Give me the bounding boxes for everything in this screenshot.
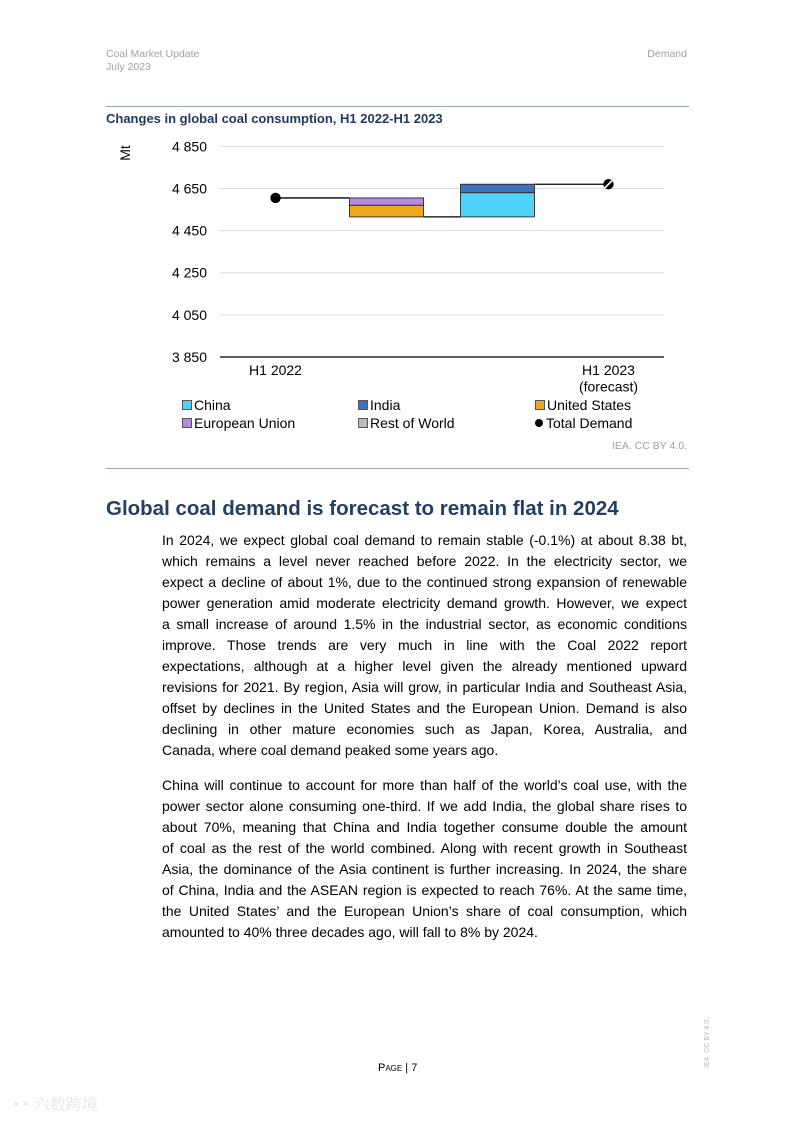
bar-segment-united-states: [350, 205, 424, 217]
paragraph-line: declining in other mature economies such as Japan, Korea, Australia, and: [162, 721, 687, 738]
legend-item-european-union: [182, 414, 295, 432]
paragraph-line: China will continue to account for more than half of the world’s coal use, with the: [162, 776, 687, 793]
page-separator: |: [402, 1062, 412, 1074]
legend-item-rest-of-world: [358, 414, 455, 432]
bar-segment-india: [461, 184, 535, 192]
legend-marker-total-demand: [535, 419, 543, 427]
y-axis-label: Mt: [117, 145, 133, 161]
paragraph-line: of coal as the rest of the world combined. Along with recent growth in Southeast: [162, 839, 687, 856]
page-number-value: 7: [411, 1062, 418, 1074]
body-paragraph: [162, 775, 687, 944]
figure-title: Changes in global coal consumption, H1 2022-H1 2023: [106, 111, 443, 126]
legend-label: European Union: [194, 415, 296, 431]
x-tick-label: (forecast): [578, 378, 639, 395]
y-tick-label: 4 450: [171, 222, 207, 239]
y-tick-label: 4 250: [171, 264, 207, 281]
legend-swatch-india: [358, 400, 368, 410]
paragraph-line: Canada, where coal demand peaked some years ago.: [162, 742, 499, 759]
chart-grid-layer: [117, 138, 664, 394]
y-tick-label: 4 650: [171, 180, 207, 197]
side-license-text: IEA. CC BY 4.0.: [704, 1017, 711, 1068]
legend-label: Total Demand: [546, 415, 633, 431]
section-name: Demand: [647, 48, 687, 60]
figure-source: IEA. CC BY 4.0.: [611, 440, 687, 452]
paragraph-line: amounted to 40% three decades ago, will fall to 8% by 2024.: [162, 924, 538, 941]
paragraph-line: Asia, the dominance of the Asia continent is further increasing. In 2024, the share: [162, 860, 687, 877]
page-label: Page: [378, 1062, 403, 1074]
paragraph-line: expectations, although at a higher level given the already mentioned upward: [162, 658, 687, 675]
y-tick-label: 4 850: [171, 138, 207, 155]
legend-item-total-demand: [535, 414, 632, 432]
bar-segment-china: [461, 193, 535, 217]
legend-item-china: [182, 396, 231, 414]
bar-segment-european-union: [350, 198, 424, 205]
legend-label: India: [370, 397, 401, 413]
paragraph-line: which remains a level never reached before 2022. In the electricity sector, we: [162, 552, 687, 569]
total-demand-marker: [270, 193, 280, 203]
paragraph-line: power sector alone consuming one-third. If we add India, the global share rises to: [162, 797, 687, 814]
legend-swatch-china: [182, 400, 192, 410]
paragraph-line: In 2024, we expect global coal demand to remain stable (-0.1%) at about 8.38 bt,: [162, 531, 687, 548]
legend-swatch-rest-of-world: [358, 418, 368, 428]
legend-swatch-united-states: [535, 400, 545, 410]
x-tick-label: H1 2023: [582, 362, 635, 378]
legend-label: United States: [547, 397, 632, 413]
paragraph-line: about 70%, meaning that China and India together consume double the amount: [162, 818, 687, 835]
watermark-logo-icon: ◔◔: [10, 1097, 34, 1114]
figure-bottom-divider: [106, 468, 689, 469]
waterfall-chart: [0, 0, 793, 400]
legend-item-india: [358, 396, 400, 414]
page-number: [378, 1061, 417, 1075]
paragraph-line: of China, India and the ASEAN region is expected to reach 76%. At the same time,: [162, 881, 687, 898]
y-tick-label: 4 050: [171, 306, 207, 323]
legend-swatch-european-union: [182, 418, 192, 428]
paragraph-line: power generation amid moderate electricity demand growth. However, we expect: [162, 594, 687, 611]
legend-label: China: [194, 397, 231, 413]
legend-item-united-states: [535, 396, 631, 414]
chart-marker-layer: [270, 179, 613, 203]
x-tick-label: H1 2022: [249, 362, 302, 378]
paragraph-line: the United States’ and the European Union’s share of coal consumption, which: [162, 903, 687, 920]
y-tick-label: 3 850: [171, 349, 207, 365]
paragraph-line: a small increase of around 1.5% in the industrial sector, as economic conditions: [162, 615, 687, 632]
chart-connector-layer: [276, 184, 609, 217]
legend-label: Rest of World: [370, 415, 455, 431]
report-date: July 2023: [106, 61, 151, 73]
section-heading: Global coal demand is forecast to remain flat in 2024: [106, 497, 619, 520]
chart-bar-layer: [350, 184, 535, 217]
watermark: [10, 1096, 98, 1116]
paragraph-line: expect a decline of about 1%, due to the continued strong expansion of renewable: [162, 573, 687, 590]
paragraph-line: revisions for 2021. By region, Asia will grow, in particular India and Southeast Asia,: [162, 679, 687, 696]
watermark-text: 六数跨境: [33, 1097, 98, 1114]
paragraph-line: improve. Those trends are very much in line with the Coal 2022 report: [162, 636, 687, 653]
paragraph-line: offset by declines in the United States and the European Union. Demand is also: [162, 700, 687, 717]
body-paragraph: [162, 530, 687, 762]
report-title: Coal Market Update: [106, 48, 200, 60]
